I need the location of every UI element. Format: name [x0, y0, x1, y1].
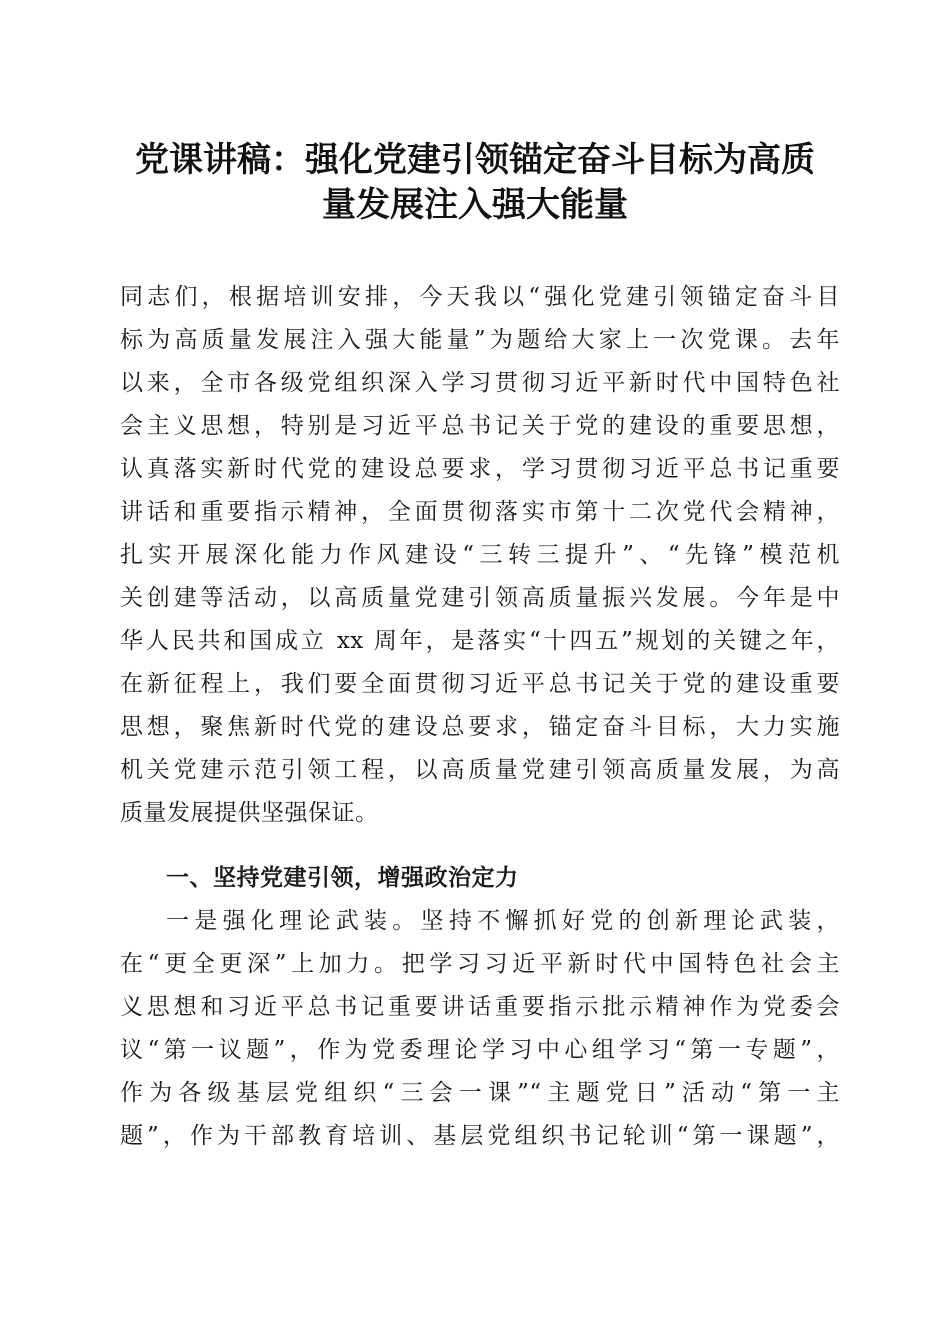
paragraph-line: 作为各级基层党组织“三会一课”“主题党日”活动“第一主: [120, 1080, 840, 1106]
paragraph-line: 思想，聚焦新时代党的建设总要求，锚定奋斗目标，大力实施: [120, 714, 840, 740]
paragraph-intro: [120, 276, 840, 835]
paragraph-theory: [120, 900, 840, 1158]
paragraph-line: 题”，作为干部教育培训、基层党组织书记轮训“第一课题”，: [120, 1123, 840, 1149]
paragraph-line: 扎实开展深化能力作风建设“三转三提升”、“先锋”模范机: [120, 542, 840, 568]
document-title-line-2: 量发展注入强大能量: [322, 185, 628, 225]
paragraph-line: 质量发展提供坚强保证。: [120, 800, 379, 826]
paragraph-line: 讲话和重要指示精神，全面贯彻落实市第十二次党代会精神，: [120, 499, 840, 525]
paragraph-line: 在新征程上，我们要全面贯彻习近平总书记关于党的建设重要: [120, 671, 840, 697]
paragraph-line: 认真落实新时代党的建设总要求，学习贯彻习近平总书记重要: [120, 456, 840, 482]
paragraph-line: 关创建等活动，以高质量党建引领高质量振兴发展。今年是中: [120, 585, 840, 611]
section-heading-1: [120, 857, 840, 900]
paragraph-line: 义思想和习近平总书记重要讲话重要指示批示精神作为党委会: [120, 994, 840, 1020]
paragraph-line: 在“更全更深”上加力。把学习习近平新时代中国特色社会主: [120, 951, 840, 977]
paragraph-line: 以来，全市各级党组织深入学习贯彻习近平新时代中国特色社: [120, 370, 840, 396]
paragraph-line: 会主义思想，特别是习近平总书记关于党的建设的重要思想，: [120, 413, 840, 439]
section-heading-text: 一、坚持党建引领，增强政治定力: [166, 865, 519, 891]
paragraph-line: 一是强化理论武装。坚持不懈抓好党的创新理论武装，: [166, 908, 840, 934]
paragraph-line: 同志们，根据培训安排，今天我以“强化党建引领锚定奋斗目: [120, 284, 840, 310]
document-title-line-1: 党课讲稿：强化党建引领锚定奋斗目标为高质: [135, 140, 815, 180]
paragraph-line: 标为高质量发展注入强大能量”为题给大家上一次党课。去年: [120, 327, 840, 353]
paragraph-line: 华人民共和国成立 xx 周年，是落实“十四五”规划的关键之年，: [120, 628, 840, 654]
paragraph-line: 议“第一议题”，作为党委理论学习中心组学习“第一专题”，: [120, 1037, 840, 1063]
paragraph-line: 机关党建示范引领工程，以高质量党建引领高质量发展，为高: [120, 757, 840, 783]
